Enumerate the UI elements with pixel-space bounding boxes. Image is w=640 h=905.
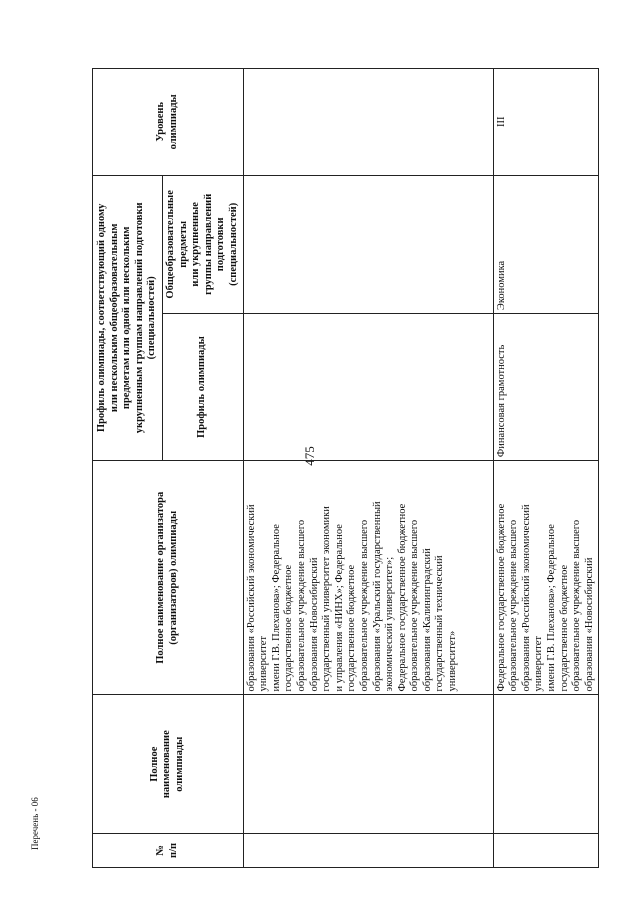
row2-subjects: Экономика [493,175,599,314]
table-row [493,69,599,868]
header-organizer: Полное наименование организатора (организаторов) олимпиады [93,461,244,695]
row1-name [243,695,493,833]
olympiad-table-frame [92,68,595,868]
header-level: Уровень олимпиады [93,69,244,176]
table-row [243,69,493,868]
row2-organizer: Федеральное государственное бюджетное образовательное учреждение высшего образования «Российский экономический университет имени Г.В. Плеханова»; Федеральное государственное бюджетное образовательное учреждение высшего образования «Новосибирский [493,461,599,695]
footer-note: Перечень - 06 [30,797,40,850]
row1-subjects [243,175,493,314]
page-number: 475 [301,446,317,466]
row2-name [493,695,599,833]
row1-num [243,833,493,867]
header-profile-group: Профиль олимпиады, соответствующий одному или нескольким общеобразовательным предметам или одной или нескольким укрупненным группам направлений подготовки (специальностей) [93,175,163,461]
row2-num [493,833,599,867]
row2-level: III [493,69,599,176]
header-subjects: Общеобразовательные предметы или укрупненные группы направлений подготовки (специальностей) [163,175,244,314]
header-profile: Профиль олимпиады [163,314,244,461]
row2-profile: Финансовая грамотность [493,314,599,461]
olympiad-table [92,68,599,868]
row1-organizer: образования «Российский экономический университет имени Г.В. Плеханова»; Федеральное государственное бюджетное образовательное учреждение высшего образования «Новосибирский государственный университет экономики и управления «НИНХ»; Федеральное государственное бюджетное образовательное учреждение высшего образования «Уральский государственный экономический университет»; Федеральное государственное бюджетное образовательное учреждение высшего образования «Калининградский государственный технический университет» [243,461,493,695]
header-name: Полное наименование олимпиады [93,695,244,833]
row1-profile [243,314,493,461]
row1-level [243,69,493,176]
header-num: № п/п [93,833,244,867]
